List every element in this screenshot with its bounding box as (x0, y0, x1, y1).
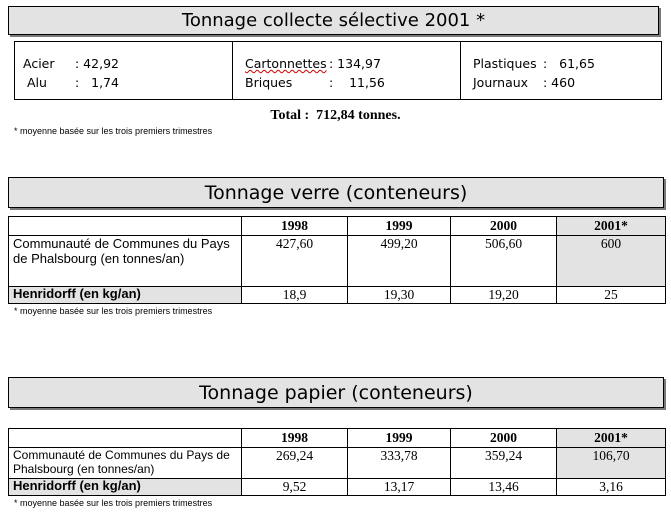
summary-row-journaux (473, 73, 661, 92)
summary-value: : 11,56 (329, 75, 385, 90)
selective-summary-box (14, 41, 662, 100)
summary-label: Acier (23, 56, 55, 71)
summary-label: Briques (245, 75, 293, 90)
header-blank-cell (9, 217, 242, 236)
summary-row-cartonnettes (245, 54, 460, 73)
table-cell: 427,60 (242, 236, 348, 287)
table-cell: 506,60 (451, 236, 557, 287)
summary-label: Cartonnettes (245, 56, 327, 71)
year-header: 2000 (451, 217, 557, 236)
summary-column-cartons (233, 42, 461, 99)
row-label: Communauté de Communes du Pays de Phalsbourg (en tonnes/an) (9, 236, 242, 287)
table-cell: 3,16 (557, 479, 666, 496)
summary-row-alu (23, 73, 232, 92)
year-header: 2001* (557, 429, 666, 448)
table-row (9, 479, 666, 496)
paper-tonnage-title: Tonnage papier (conteneurs) (8, 377, 664, 408)
row-label: Henridorff (en kg/an) (9, 287, 242, 304)
table-cell: 333,78 (348, 448, 451, 479)
summary-column-metals (15, 42, 233, 99)
glass-tonnage-title: Tonnage verre (conteneurs) (8, 177, 664, 208)
summary-value: : 1,74 (75, 75, 119, 90)
summary-value: : 61,65 (543, 56, 595, 71)
summary-label: Plastiques (473, 56, 537, 71)
table-header-row (9, 429, 666, 448)
table-cell: 600 (557, 236, 666, 287)
table-cell: 9,52 (242, 479, 348, 496)
table-cell: 19,30 (348, 287, 451, 304)
row-label: Communauté de Communes du Pays de Phalsbourg (en tonnes/an) (9, 448, 242, 479)
year-header: 1998 (242, 217, 348, 236)
footnote: * moyenne basée sur les trois premiers trimestres (14, 126, 213, 136)
table-cell: 13,17 (348, 479, 451, 496)
table-header-row (9, 217, 666, 236)
year-header: 1998 (242, 429, 348, 448)
table-cell: 18,9 (242, 287, 348, 304)
footnote: * moyenne basée sur les trois premiers trimestres (14, 498, 213, 508)
summary-row-briques (245, 73, 460, 92)
summary-row-plastiques (473, 54, 661, 73)
table-cell: 25 (557, 287, 666, 304)
selective-total: Total : 712,84 tonnes. (270, 108, 401, 123)
row-label: Henridorff (en kg/an) (9, 479, 242, 496)
footnote: * moyenne basée sur les trois premiers trimestres (14, 306, 213, 316)
table-row (9, 287, 666, 304)
summary-value: : 134,97 (329, 56, 381, 71)
year-header: 2001* (557, 217, 666, 236)
table-cell: 359,24 (451, 448, 557, 479)
table-row (9, 448, 666, 479)
table-cell: 106,70 (557, 448, 666, 479)
summary-label: Journaux (473, 75, 529, 90)
summary-value: : 42,92 (75, 56, 119, 71)
table-cell: 499,20 (348, 236, 451, 287)
summary-value: : 460 (543, 75, 576, 90)
year-header: 2000 (451, 429, 557, 448)
header-blank-cell (9, 429, 242, 448)
year-header: 1999 (348, 217, 451, 236)
year-header: 1999 (348, 429, 451, 448)
glass-tonnage-table (8, 216, 666, 304)
summary-label: Alu (23, 75, 47, 90)
paper-tonnage-table (8, 428, 666, 496)
summary-row-acier (23, 54, 232, 73)
summary-column-plastics (461, 42, 661, 99)
table-row (9, 236, 666, 287)
table-cell: 19,20 (451, 287, 557, 304)
table-cell: 13,46 (451, 479, 557, 496)
selective-collection-title: Tonnage collecte sélective 2001 * (8, 6, 659, 35)
table-cell: 269,24 (242, 448, 348, 479)
